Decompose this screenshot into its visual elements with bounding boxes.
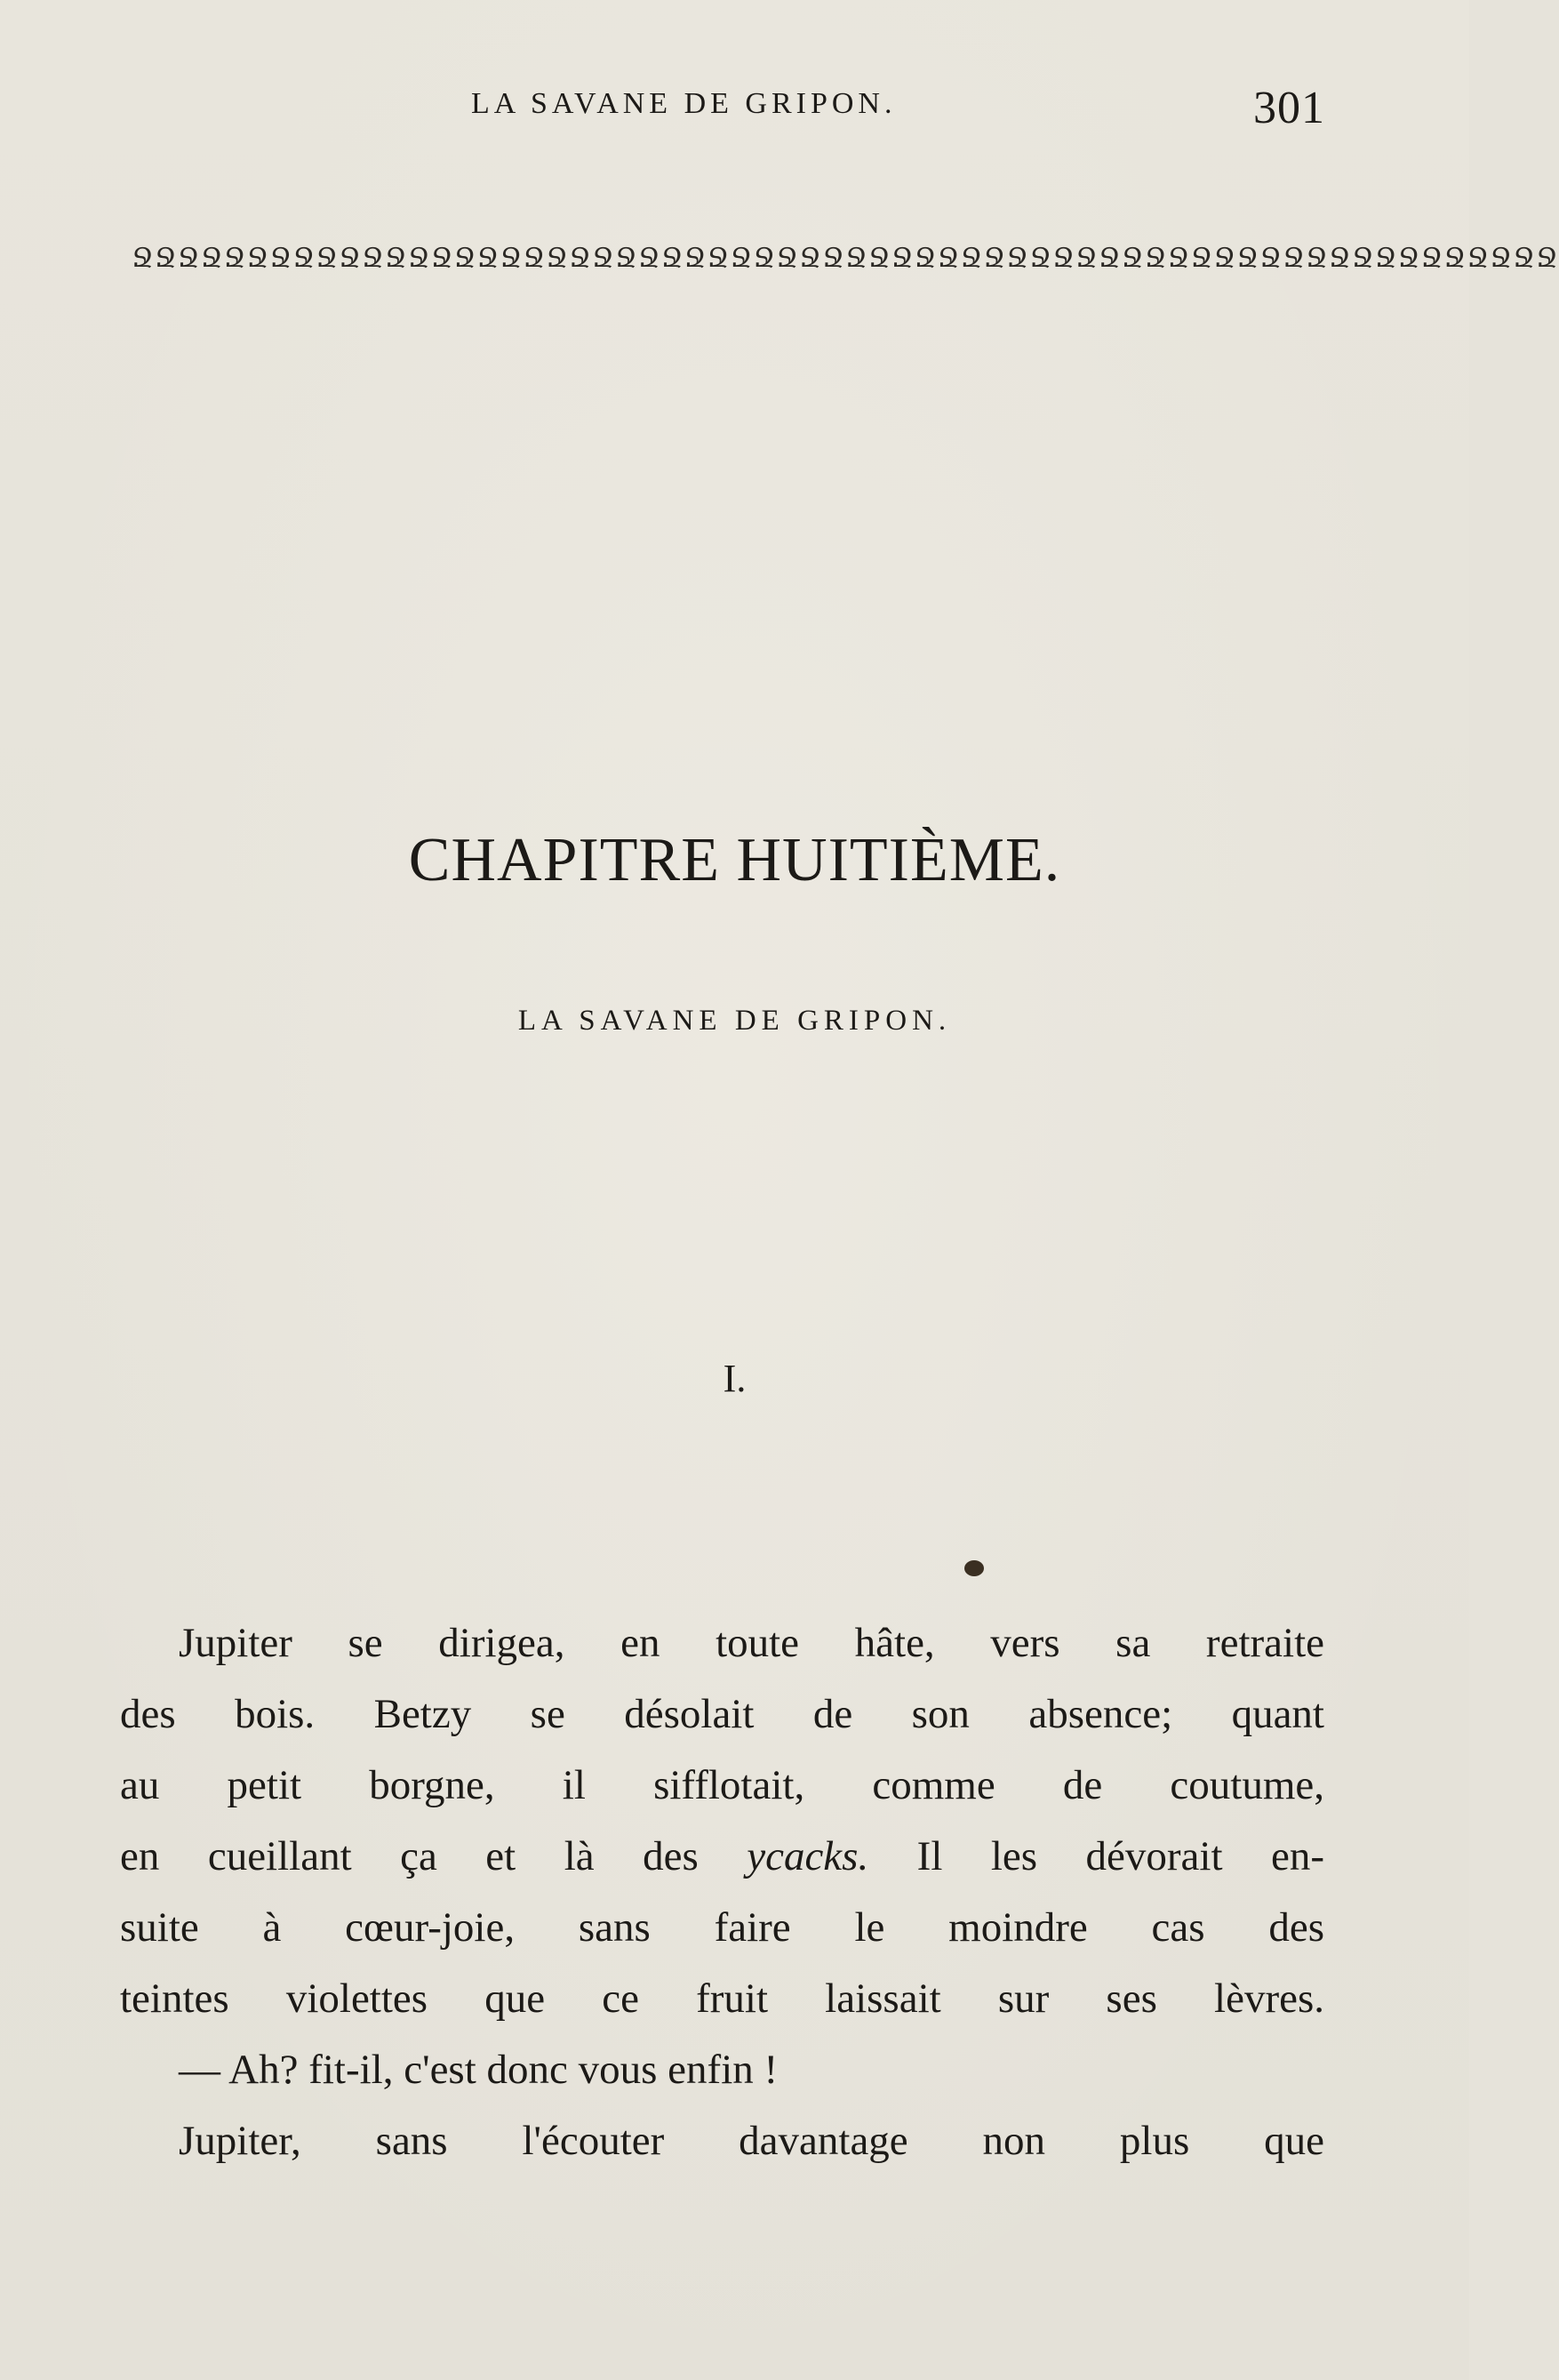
- ink-spot-icon: [964, 1560, 984, 1576]
- chapter-subtitle: LA SAVANE DE GRIPON.: [517, 1005, 952, 1037]
- text-fragment: en cueillant ça et là des: [120, 1833, 748, 1879]
- text-fragment: Il les dévorait en-: [868, 1833, 1325, 1879]
- section-number: I.: [723, 1357, 747, 1400]
- running-title: LA SAVANE DE GRIPON.: [471, 87, 897, 120]
- text-line: teintes violettes que ce fruit laissait sur ses lèvres.: [120, 1975, 1324, 2022]
- page-number: 301: [1253, 83, 1325, 133]
- body-text: [120, 1607, 1324, 2176]
- text-line: — Ah? fit-il, c'est donc vous enfin !: [179, 2047, 779, 2093]
- running-head: [0, 82, 1469, 135]
- text-line: [120, 1821, 1324, 1892]
- text-line: Jupiter, sans l'écouter davantage non plus que: [179, 2118, 1324, 2164]
- italic-word: ycacks.: [747, 1833, 869, 1879]
- chapter-title: CHAPITRE HUITIÈME.: [408, 826, 1061, 894]
- text-line: Jupiter se dirigea, en toute hâte, vers sa retraite: [179, 1620, 1324, 1666]
- text-line: des bois. Betzy se désolait de son absence; quant: [120, 1691, 1324, 1737]
- ornamental-rule: ՋՋՋՋՋՋՋՋՋՋՋՋՋՋՋՋՋՋՋՋՋՋՋՋՋՋՋՋՋՋՋՋՋՋՋՋՋՋՋՋՋՋՋՋՋՋՋՋՋՋՋՋՋՋՋՋՋՋՋՋՋՋ: [132, 243, 1559, 274]
- text-line: suite à cœur-joie, sans faire le moindre cas des: [120, 1904, 1324, 1951]
- text-line: au petit borgne, il sifflotait, comme de coutume,: [120, 1762, 1324, 1808]
